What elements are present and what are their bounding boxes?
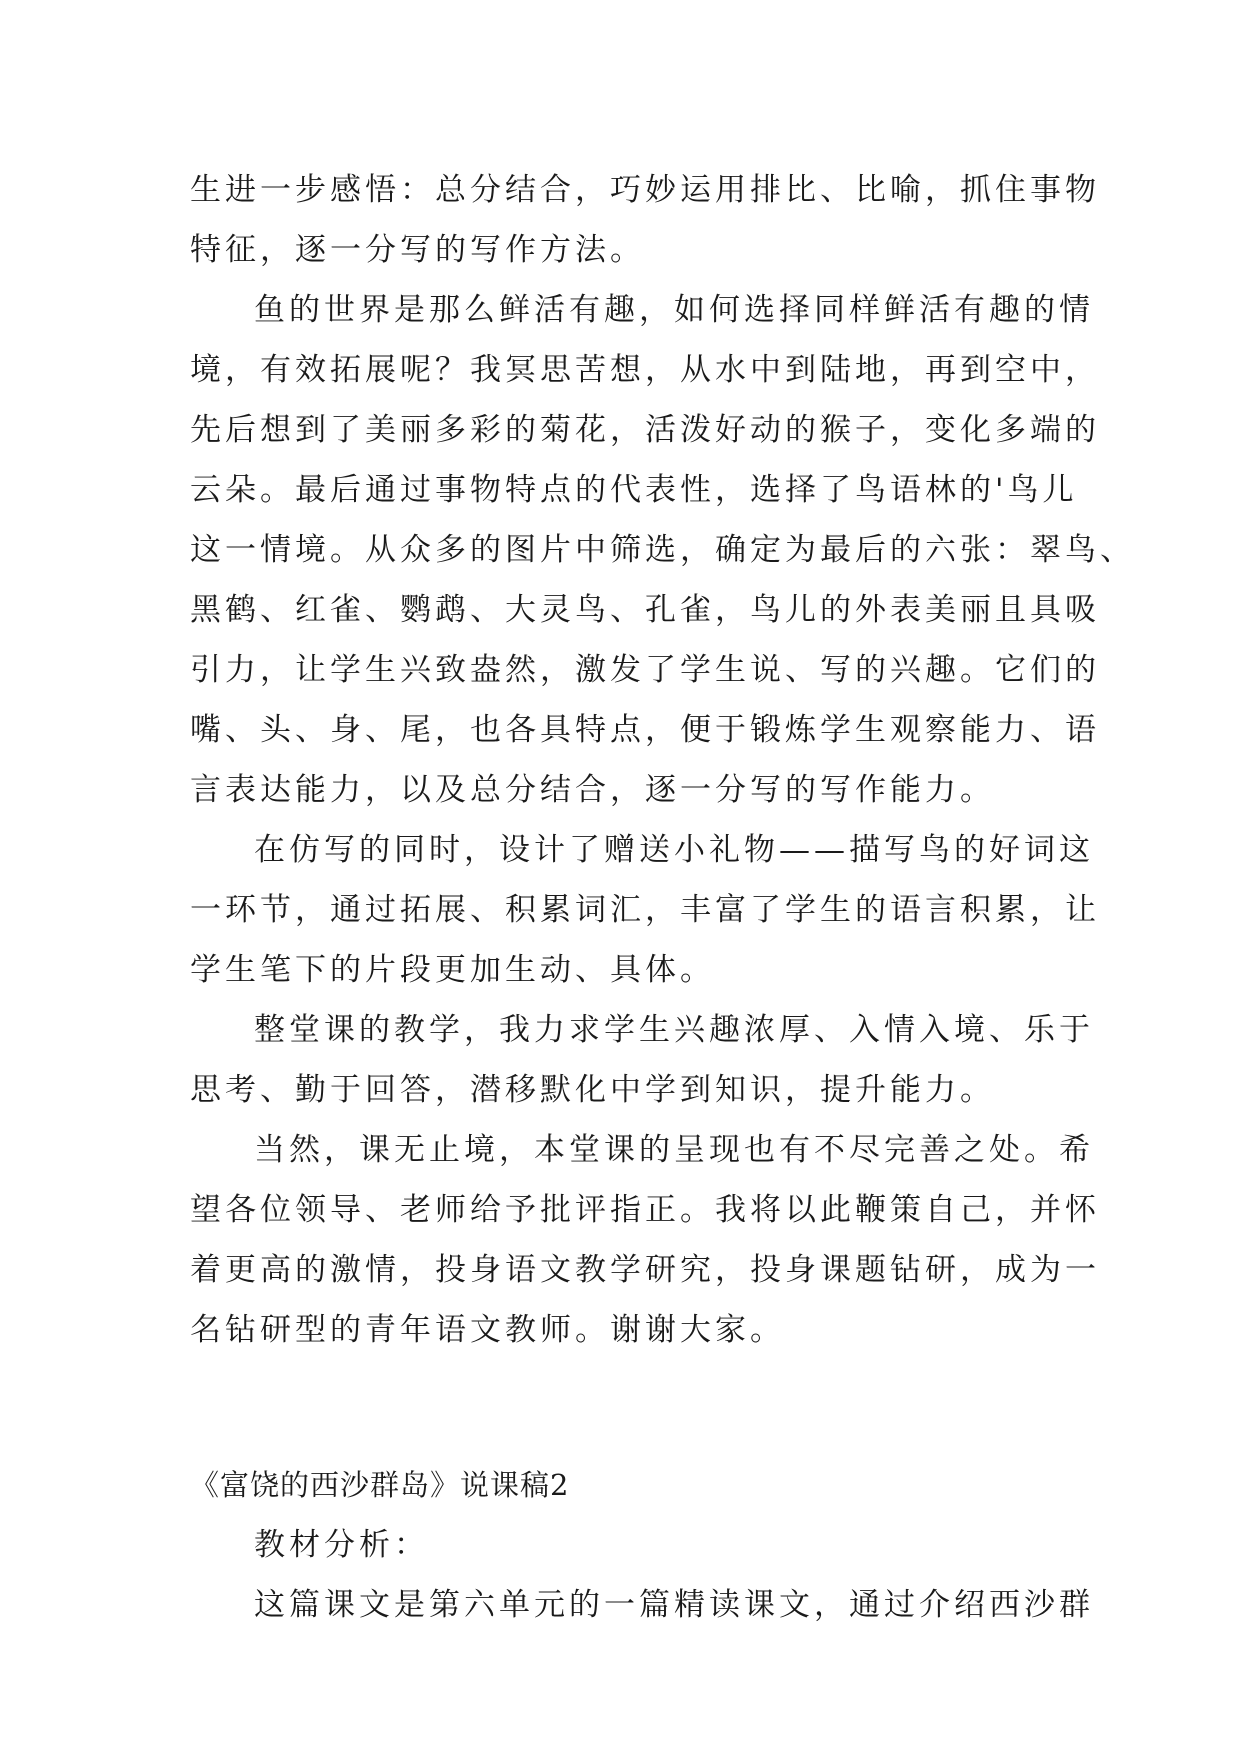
paragraph-start-line: 当然，课无止境，本堂课的呈现也有不尽完善之处。希 [254,1132,1094,1168]
text-line: 先后想到了美丽多彩的菊花，活泼好动的猴子，变化多端的 [190,412,1100,448]
paragraph-start-line: 这篇课文是第六单元的一篇精读课文，通过介绍西沙群 [254,1587,1094,1623]
paragraph-start-line: 在仿写的同时，设计了赠送小礼物——描写鸟的好词这 [254,832,1094,868]
text-line: 学生笔下的片段更加生动、具体。 [190,952,715,988]
text-line: 黑鹤、红雀、鹦鹉、大灵鸟、孔雀，鸟儿的外表美丽且具吸 [190,592,1100,628]
text-line: 着更高的激情，投身语文教学研究，投身课题钻研，成为一 [190,1252,1100,1288]
paragraph-start-line: 整堂课的教学，我力求学生兴趣浓厚、入情入境、乐于 [254,1012,1094,1048]
text-line: 引力，让学生兴致盎然，激发了学生说、写的兴趣。它们的 [190,652,1100,688]
text-line: 望各位领导、老师给予批评指正。我将以此鞭策自己，并怀 [190,1192,1100,1228]
paragraph-start-line: 鱼的世界是那么鲜活有趣，如何选择同样鲜活有趣的情 [254,292,1094,328]
text-line: 生进一步感悟：总分结合，巧妙运用排比、比喻，抓住事物 [190,172,1100,208]
section-spacer [190,1360,1050,1455]
text-line: 一环节，通过拓展、积累词汇，丰富了学生的语言积累，让 [190,892,1100,928]
text-line: 思考、勤于回答，潜移默化中学到知识，提升能力。 [190,1072,995,1108]
text-line: 这一情境。从众多的图片中筛选，确定为最后的六张：翠鸟、 [190,532,1135,568]
text-line: 言表达能力，以及总分结合，逐一分写的写作能力。 [190,772,995,808]
section-heading: 《富饶的西沙群岛》说课稿2 [190,1468,570,1502]
text-line: 名钻研型的青年语文教师。谢谢大家。 [190,1312,785,1348]
document-body [190,160,1135,1635]
text-line: 境，有效拓展呢？我冥思苦想，从水中到陆地，再到空中， [190,352,1100,388]
text-line: 云朵。最后通过事物特点的代表性，选择了鸟语林的'鸟儿 [190,472,1078,508]
subheading-line: 教材分析： [254,1527,429,1563]
text-line: 特征，逐一分写的写作方法。 [190,232,645,268]
text-line: 嘴、头、身、尾，也各具特点，便于锻炼学生观察能力、语 [190,712,1100,748]
